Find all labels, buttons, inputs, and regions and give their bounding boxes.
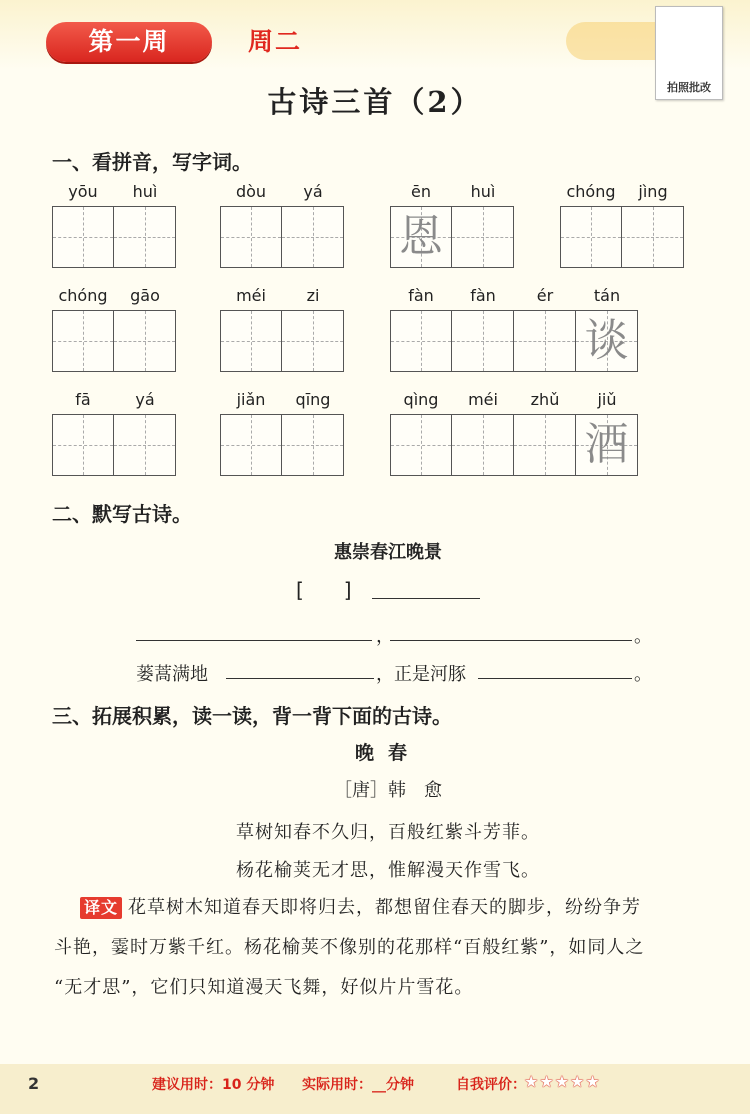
- sample-character: [114, 415, 175, 475]
- star-icon[interactable]: ★: [570, 1072, 585, 1091]
- writing-cell[interactable]: [114, 310, 176, 372]
- page-title: 古诗三首（2）: [267, 85, 483, 119]
- translation: [54, 888, 730, 1008]
- sample-character: [282, 415, 343, 475]
- writing-cell[interactable]: [52, 414, 114, 476]
- pinyin-label: qìng: [403, 390, 439, 409]
- writing-cell[interactable]: [52, 206, 114, 268]
- pinyin-label: zi: [306, 286, 320, 305]
- poem-title: 惠崇春江晚景: [334, 542, 442, 563]
- writing-box-group: [52, 206, 176, 268]
- writing-cell[interactable]: [282, 206, 344, 268]
- writing-cell[interactable]: [560, 206, 622, 268]
- writing-box-group: [390, 310, 638, 372]
- poem-line3-end: 。: [634, 664, 652, 685]
- sample-character: [221, 207, 281, 267]
- pinyin-label: jìng: [638, 182, 668, 201]
- author-bracket: [ ]: [296, 578, 352, 602]
- footer: [0, 1064, 750, 1114]
- writing-box-group: [390, 206, 514, 268]
- sample-character: [282, 207, 343, 267]
- poem-line2-blank[interactable]: [390, 620, 632, 641]
- sample-character: [221, 311, 281, 371]
- self-evaluation-stars[interactable]: [524, 1072, 601, 1091]
- pinyin-label: méi: [468, 390, 498, 409]
- sample-character: 酒: [584, 419, 629, 470]
- pinyin-label: zhǔ: [530, 390, 560, 409]
- sample-character: 谈: [584, 315, 629, 366]
- sample-character: [114, 311, 175, 371]
- writing-cell[interactable]: [514, 310, 576, 372]
- sample-character: [452, 311, 513, 371]
- poem-line1-blank[interactable]: [136, 620, 372, 641]
- period: 。: [634, 626, 652, 647]
- writing-cell[interactable]: [390, 206, 452, 268]
- writing-cell[interactable]: [576, 414, 638, 476]
- pinyin-label: ér: [536, 286, 554, 305]
- writing-box-group: [52, 414, 176, 476]
- sample-character: [452, 207, 513, 267]
- writing-cell[interactable]: [220, 414, 282, 476]
- poem2-author: ［唐］韩 愈: [334, 780, 442, 801]
- star-icon[interactable]: ★: [585, 1072, 600, 1091]
- writing-cell[interactable]: [390, 414, 452, 476]
- pinyin-label: tán: [593, 286, 621, 305]
- pinyin-label: huì: [470, 182, 496, 201]
- actual-time: 实际用时：__分钟: [302, 1077, 414, 1093]
- pinyin-label: chóng: [566, 182, 616, 201]
- writing-cell[interactable]: [220, 310, 282, 372]
- translation-line-2: 斗艳，霎时万紫千红。杨花榆荚不像别的花那样“百般红紫”，如同人之: [54, 937, 645, 958]
- writing-cell[interactable]: [622, 206, 684, 268]
- translation-tag: 译文: [80, 897, 122, 919]
- pinyin-label: yá: [303, 182, 323, 201]
- writing-box-group: [560, 206, 684, 268]
- sample-character: [114, 207, 175, 267]
- poem2-line1: 草树知春不久归，百般红紫斗芳菲。: [236, 822, 540, 843]
- sample-character: [53, 311, 113, 371]
- comma: ，: [376, 626, 394, 647]
- writing-cell[interactable]: [514, 414, 576, 476]
- writing-cell[interactable]: [452, 414, 514, 476]
- writing-cell[interactable]: [452, 206, 514, 268]
- pinyin-label: chóng: [58, 286, 108, 305]
- photo-grade-label: 拍照批改: [667, 81, 711, 94]
- writing-cell[interactable]: [390, 310, 452, 372]
- pinyin-label: gāo: [130, 286, 160, 305]
- sample-character: [391, 311, 451, 371]
- writing-box-group: [220, 206, 344, 268]
- pinyin-label: yá: [135, 390, 155, 409]
- page-number: 2: [28, 1074, 40, 1093]
- sample-character: [622, 207, 683, 267]
- pinyin-label: qīng: [295, 390, 331, 409]
- sample-character: [221, 415, 281, 475]
- section3-heading: 三、拓展积累，读一读，背一背下面的古诗。: [52, 704, 452, 728]
- sample-character: [53, 207, 113, 267]
- sample-character: [514, 311, 575, 371]
- writing-cell[interactable]: [52, 310, 114, 372]
- sample-character: 恩: [399, 211, 443, 262]
- pinyin-label: jiǎn: [236, 390, 266, 409]
- pinyin-label: huì: [132, 182, 158, 201]
- star-icon[interactable]: ★: [524, 1072, 539, 1091]
- writing-box-group: [220, 310, 344, 372]
- poem-line3-mid: ，正是河豚: [376, 664, 466, 685]
- sample-character: [514, 415, 575, 475]
- week-badge: 第一周: [46, 22, 212, 62]
- writing-cell[interactable]: [282, 310, 344, 372]
- pinyin-label: ēn: [411, 182, 431, 201]
- sample-character: [282, 311, 343, 371]
- sample-character: [561, 207, 621, 267]
- author-blank[interactable]: [372, 578, 480, 599]
- translation-line-1: 花草树木知道春天即将归去，都想留住春天的脚步，纷纷争芳: [128, 897, 642, 918]
- star-icon[interactable]: ★: [539, 1072, 554, 1091]
- pinyin-label: méi: [236, 286, 266, 305]
- self-evaluation-label: 自我评价：: [456, 1077, 526, 1093]
- poem-line3-blank2[interactable]: [478, 658, 632, 679]
- poem2-line2: 杨花榆荚无才思，惟解漫天作雪飞。: [236, 860, 540, 881]
- writing-box-group: [220, 414, 344, 476]
- poem-line3-blank1[interactable]: [226, 658, 374, 679]
- sample-character: [53, 415, 113, 475]
- pinyin-label: yōu: [68, 182, 98, 201]
- pinyin-label: dòu: [235, 182, 267, 201]
- pinyin-label: jiǔ: [597, 390, 617, 409]
- writing-cell[interactable]: [114, 414, 176, 476]
- star-icon[interactable]: ★: [554, 1072, 570, 1091]
- writing-cell[interactable]: [282, 414, 344, 476]
- sample-character: [452, 415, 513, 475]
- writing-box-group: [52, 310, 176, 372]
- writing-cell[interactable]: [576, 310, 638, 372]
- writing-box-group: [390, 414, 638, 476]
- pinyin-label: fàn: [470, 286, 496, 305]
- suggested-time: 建议用时：10 分钟: [152, 1077, 275, 1093]
- writing-cell[interactable]: [114, 206, 176, 268]
- poem-line3-start: 蒌蒿满地: [136, 664, 208, 685]
- section2-heading: 二、默写古诗。: [52, 502, 192, 526]
- writing-cell[interactable]: [452, 310, 514, 372]
- pinyin-label: fā: [75, 390, 91, 409]
- poem2-title: 晚春: [354, 742, 421, 764]
- day-label: 周二: [248, 27, 303, 56]
- writing-cell[interactable]: [220, 206, 282, 268]
- translation-line-3: “无才思”，它们只知道漫天飞舞，好似片片雪花。: [54, 977, 474, 998]
- sample-character: [391, 415, 451, 475]
- section1-heading: 一、看拼音，写字词。: [52, 150, 252, 174]
- pinyin-label: fàn: [408, 286, 434, 305]
